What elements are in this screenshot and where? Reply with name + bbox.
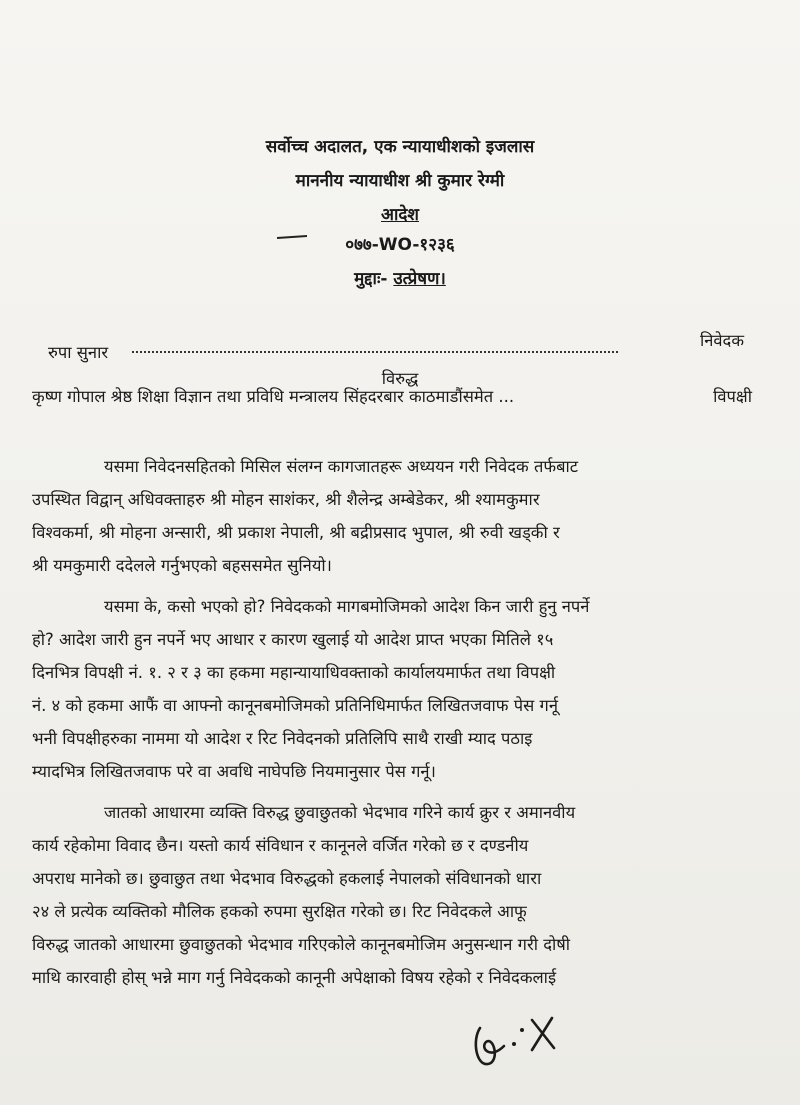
paragraph-2 — [32, 590, 772, 788]
order-title: आदेश — [381, 205, 419, 225]
body-line: म्यादभित्र लिखितजवाफ परे वा अवधि नाघेपछि नियमानुसार पेस गर्नू। — [32, 762, 436, 781]
respondent-text: कृष्ण गोपाल श्रेष्ठ शिक्षा विज्ञान तथा प्रविधि मन्त्रालय सिंहदरबार काठमाडौंसमेत ... — [32, 387, 515, 406]
petitioner-role: निवेदक — [699, 331, 744, 350]
body-line: यसमा निवेदनसहितको मिसिल संलग्न कागजातहरू अध्ययन गरी निवेदक तर्फबाट — [104, 457, 579, 476]
petitioner-name: रुपा सुनार — [48, 343, 109, 362]
initials-signature — [466, 1006, 576, 1076]
subject-label: मुद्दाः- — [354, 269, 388, 289]
court-heading: सर्वोच्च अदालत, एक न्यायाधीशको इजलास — [265, 137, 535, 157]
body-line: श्री यमकुमारी ददेलले गर्नुभएको बहससमेत सुनियो। — [32, 556, 332, 575]
case-subject — [0, 266, 800, 289]
respondent-role: विपक्षी — [713, 387, 752, 406]
justice-heading: माननीय न्यायाधीश श्री कुमार रेग्मी — [295, 171, 505, 191]
body-line: माथि कारवाही होस् भन्ने माग गर्नु निवेदकको कानूनी अपेक्षाको विषय रहेको र निवेदकलाई — [32, 968, 557, 987]
body-line: अपराध मानेको छ। छुवाछुत तथा भेदभाव विरुद्धको हकलाई नेपालको संविधानको धारा — [32, 869, 542, 888]
paragraph-3 — [32, 796, 772, 994]
body-line: नं. ४ को हकमा आफैं वा आफ्नो कानूनबमोजिमको प्रतिनिधिमार्फत लिखितजवाफ पेस गर्नू — [32, 696, 558, 715]
body-line: दिनभित्र विपक्षी नं. १. २ र ३ का हकमा महान्यायाधिवक्ताको कार्यालयमार्फत तथा विपक्षी — [32, 663, 556, 682]
body-line: जातको आधारमा व्यक्ति विरुद्ध छुवाछुतको भेदभाव गरिने कार्य क्रुर र अमानवीय — [104, 803, 576, 822]
subject-value: उत्प्रेषण। — [393, 269, 446, 289]
body-line: विश्वकर्मा, श्री मोहना अन्सारी, श्री प्रकाश नेपाली, श्री बद्रीप्रसाद भुपाल, श्री रुवी खड्की र — [32, 523, 560, 542]
body-line: यसमा के, कसो भएको हो? निवेदकको मागबमोजिमको आदेश किन जारी हुनु नपर्ने — [104, 597, 590, 616]
case-number: ०७७-WO-१२३६ — [345, 235, 455, 255]
body-line: भनी विपक्षीहरुका नाममा यो आदेश र रिट निवेदनको प्रतिलिपि साथै राखी म्याद पठाइ — [32, 729, 533, 748]
body-line: कार्य रहेकोमा विवाद छैन। यस्तो कार्य संविधान र कानूनले वर्जित गरेको छ र दण्डनीय — [32, 836, 529, 855]
versus-label: विरुद्ध — [381, 369, 419, 388]
paragraph-1 — [32, 450, 772, 582]
dotted-leader — [132, 351, 618, 353]
body-line: हो? आदेश जारी हुन नपर्ने भए आधार र कारण खुलाई यो आदेश प्राप्त भएका मितिले १५ — [32, 630, 554, 649]
body-line: उपस्थित विद्वान् अधिवक्ताहरु श्री मोहन साशंकर, श्री शैलेन्द्र अम्बेडेकर, श्री श्यामकुमार — [32, 490, 540, 509]
body-line: विरुद्ध जातको आधारमा छुवाछुतको भेदभाव गरिएकोले कानूनबमोजिम अनुसन्धान गरी दोषी — [32, 935, 571, 954]
body-line: २४ ले प्रत्येक व्यक्तिको मौलिक हकको रुपमा सुरक्षित गरेको छ। रिट निवेदकले आफू — [32, 902, 527, 921]
